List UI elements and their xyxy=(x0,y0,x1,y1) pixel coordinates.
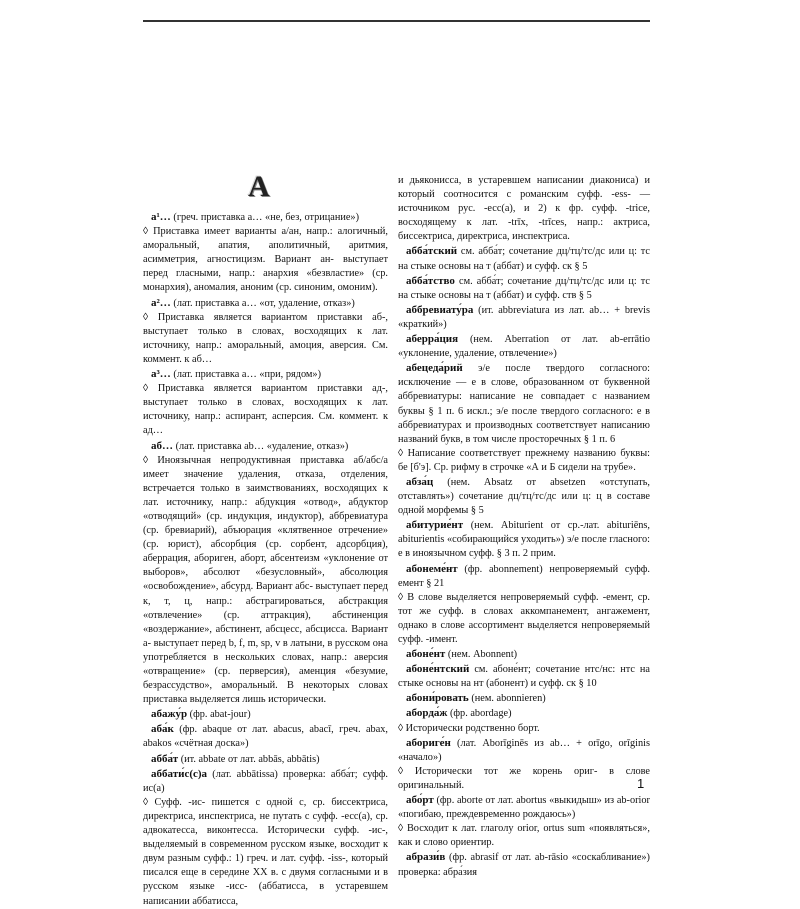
headword: аб… xyxy=(151,439,173,452)
dictionary-entry xyxy=(398,793,650,822)
commentary-note: ◊ Восходит к лат. глаголу orior, ortus sum «появляться», как и слово ориентир. xyxy=(398,823,650,849)
dictionary-entry xyxy=(143,752,388,767)
entry-body: (ит. abbate от лат. abbās, abbātis) xyxy=(178,753,320,765)
headword: абба́т xyxy=(151,752,179,765)
headword: абрази́в xyxy=(406,851,446,864)
entry-body: (нем. Aberration от лат. ab-errātio «уклонение, удаление, отвлечение») xyxy=(398,334,650,360)
commentary-note: ◊ В слове выделяется непроверяемый суфф. -емент, ср. тот же суфф. в словах аккомпанемент, ангажемент, однако в слове ассортимент выделяется непроверяемый суфф. -имент. xyxy=(398,591,650,645)
headword: а¹… xyxy=(151,211,171,223)
dictionary-entry xyxy=(398,647,650,662)
entry-body: (фр. abrasif от лат. ab-rāsio «соскабливание») проверка: абра́зия xyxy=(398,852,650,878)
dictionary-entry xyxy=(143,439,388,454)
headword: абажу́р xyxy=(151,708,188,721)
entry-body: см. абоне́нт; сочетание нтс/нс: нтс на стыке основы на нт (абонент) и суфф. ск § 10 xyxy=(398,664,650,690)
right-column xyxy=(398,174,650,880)
entry-body: (фр. abat-jour) xyxy=(187,709,251,721)
headword: абецеда́рий xyxy=(406,362,463,375)
entry-body: э/е после твердого согласного: исключение — е в слове, образованном от буквенной аббревиатуры: написание не совпадает с названием буквы § 1 п. 6 искл.; э/е после твердого согласного: е в аббревиатурах и производных соответствует написанию названий букв, в том числе просторечных § 1 п. 6 xyxy=(398,363,650,445)
entry-body: (ит. abbreviatura из лат. ab… + brevis «краткий») xyxy=(398,304,650,330)
commentary-note: ◊ Суфф. -ис- пишется с одной с, ср. биссектриса, директриса, инспектриса, не путать с суфф. -есс(а), ср. адвокатесса, виконтесса. Исторически суфф. -ис-, выделяемый в современном русском языке, восходит к двум разным суфф.: 1) греч. и лат. суфф. -iss-, который писался еще в середине XX в. с двумя согласными и в русском языке -исс- (аббатисса, в устаревшем написании аббатисса, xyxy=(143,796,388,907)
dictionary-entry xyxy=(143,707,388,722)
entry-body: (лат. приставка а… «при, рядом») xyxy=(170,369,321,381)
headword: абба́тский xyxy=(406,245,458,258)
entry-body: (нем. Absatz от absetzen «отступать, отставлять») сочетание дц/тц/тс/дс или ц: ц в составе одной морфемы § 5 xyxy=(398,476,650,517)
headword: або́рт xyxy=(406,794,434,807)
headword: абоне́нт xyxy=(406,648,446,661)
dictionary-entry xyxy=(143,296,388,311)
dictionary-entry xyxy=(398,562,650,591)
entry-body: (фр. abaque от лат. abacus, abacī, греч. abax, abakos «счётная доска») xyxy=(143,724,388,750)
headword: абитурие́нт xyxy=(406,519,464,532)
entry-body: (нем. Abiturient от ср.-лат. abituriēns, abiturientis «собирающийся уходить») э/е после гласного: е в иноязычном суфф. § 3 п. 2 прим. xyxy=(398,520,650,560)
entry-body: (фр. abonnement) непроверяемый суфф. емент § 21 xyxy=(398,563,650,589)
headword: абони́ровать xyxy=(406,692,469,705)
entry-body: (нем. abonnieren) xyxy=(468,693,546,705)
entry-body: (лат. приставка ab… «удаление, отказ») xyxy=(173,440,349,452)
commentary-note: ◊ Иноязычная непродуктивная приставка аб/абс/а имеет значение удаления, отказа, отделения, встречается только в заимствованиях, восходящих к лат. источнику, напр.: абдукция «отвод», абдуктор «отводящий» (ср. индукция, индуктор), аббревиатура (ср. бревиарий), абъюрация «клятвенное отречение» (ср. юрист), абсорбция (ср. сорбент, адсорбция), аберрация, абориген, аборт, абсентеизм «уклонение от выборов», абсолют «безусловный», абсолюция «освобождение», абсурд. Вариант абс- выступает перед к, т, ц, напр.: абстрагироваться, абстракция «отвлечение» (ср. аттракция), абстиненция «воздержание», абстинент, абсцесс, абсцисса. Вариант а- выступает перед b, f, m, sp, v в латыни, в русском она употребляется в нескольких словах, напр.: аверсия «отвращение» (ср. перверсия), аменция «безумие, безрассудство», аморальный. В некоторых словах приставка выделяется лишь исторически. xyxy=(143,454,388,706)
entry-body: (лат. abbātissa) проверка: абба́т; суфф. ис(а) xyxy=(143,768,388,794)
top-rule xyxy=(143,20,650,22)
page-number: 1 xyxy=(637,776,645,791)
dictionary-entry xyxy=(398,850,650,879)
headword: аббати́с(с)а xyxy=(151,767,208,780)
commentary-note: ◊ Написание соответствует прежнему названию буквы: бе [б'э]. Ср. рифму в строчке «А и Б сидели на трубе». xyxy=(398,447,650,473)
headword: аборда́ж xyxy=(406,707,448,720)
headword: а²… xyxy=(151,296,171,309)
entry-body: см. абба́т; сочетание дц/тц/тс/дс или ц: тс на стыке основы на т (аббат) и суфф. ств § 5 xyxy=(398,275,650,301)
entry-body: (лат. Aborīginēs из ab… + orīgo, orīginis «начало») xyxy=(398,737,650,763)
commentary-note: и дьяконисса, в устаревшем написании диакониса) и который соотносится с романским суфф. -ess- — источником рус. -есс(а), и 2) к фр. суфф. -trice, восходящему к лат. -trīx, -trīces, напр.: актриса, биссектриса, директриса, инспектриса. xyxy=(398,175,650,243)
dictionary-entry xyxy=(143,210,388,225)
dictionary-entry xyxy=(398,518,650,561)
dictionary-entry xyxy=(398,361,650,447)
commentary-note: ◊ Приставка является вариантом приставки аб-, выступает только в словах, восходящих к лат. источнику, напр.: аморальный, амоция, аверсия. См. коммент. к аб… xyxy=(143,311,388,365)
headword: абба́тство xyxy=(406,274,455,287)
entry-body: (нем. Abonnent) xyxy=(445,649,518,661)
dictionary-entry xyxy=(398,691,650,706)
commentary-note: ◊ Исторически родственно борт. xyxy=(398,722,540,734)
commentary-note: ◊ Приставка имеет варианты а/ан, напр.: алогичный, аморальный, апатия, аполитичный, аритмия, асимметрия, агностицизм. Вариант ан- выступает перед гласными, напр.: анархия «безвластие» (ср. монархия), аномалия, аноним (ср. синоним, омоним). xyxy=(143,226,388,294)
headword: абориге́н xyxy=(406,736,451,749)
headword: абоне́нтский xyxy=(406,663,470,676)
entry-body: (лат. приставка а… «от, удаление, отказ») xyxy=(170,297,355,309)
entry-body: (греч. приставка а… «не, без, отрицание») xyxy=(170,212,359,223)
dictionary-entry xyxy=(143,722,388,751)
headword: аба́к xyxy=(151,723,174,736)
headword: аберра́ция xyxy=(406,333,459,346)
dictionary-entry xyxy=(398,736,650,765)
headword: абза́ц xyxy=(406,475,434,488)
dictionary-entry xyxy=(398,332,650,361)
dictionary-entry xyxy=(398,706,650,721)
headword: абонеме́нт xyxy=(406,562,458,575)
dictionary-entry xyxy=(143,767,388,796)
headword: аббревиату́ра xyxy=(406,303,474,316)
commentary-note: ◊ Исторически тот же корень ориг- в слове оригинальный. xyxy=(398,765,650,791)
dictionary-entry xyxy=(143,367,388,382)
dictionary-entry xyxy=(398,475,650,518)
section-letter: А xyxy=(248,170,270,203)
dictionary-entry xyxy=(398,303,650,332)
headword: а³… xyxy=(151,368,171,381)
dictionary-entry xyxy=(398,244,650,273)
entry-body: см. абба́т; сочетание дц/тц/тс/дс или ц: тс на стыке основы на т (аббат) и суфф. ск § 5 xyxy=(398,246,650,272)
dictionary-entry xyxy=(398,662,650,691)
entry-body: (фр. aborte от лат. abortus «выкидыш» из ab-orior «погибаю, преждевременно рождаюсь») xyxy=(398,795,650,821)
commentary-note: ◊ Приставка является вариантом приставки ад-, выступает только в словах, восходящих к лат. источнику, напр.: аспирант, асперсия. См. коммент. к ад… xyxy=(143,383,388,437)
dictionary-entry xyxy=(398,274,650,303)
entry-body: (фр. abordage) xyxy=(447,708,512,720)
